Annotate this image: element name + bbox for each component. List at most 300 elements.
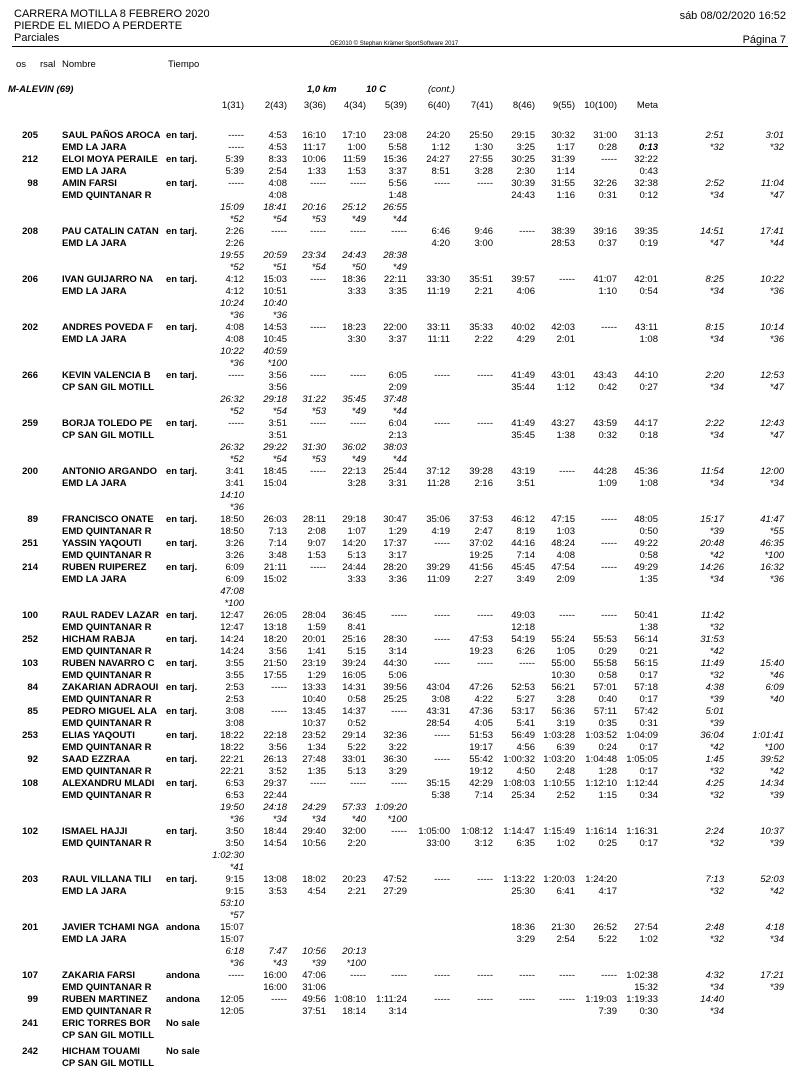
split-time: 29:22 <box>263 442 287 453</box>
split-time: 31:39 <box>551 154 575 165</box>
table-row <box>0 742 800 754</box>
split-time: 17:55 <box>263 670 287 681</box>
split-time: 27:29 <box>383 886 407 897</box>
split-time: 32:00 <box>342 826 366 837</box>
split-time: 5:56 <box>388 178 407 189</box>
bib-number: 259 <box>22 418 38 429</box>
bib-number: 252 <box>22 634 38 645</box>
result-status: en tarj. <box>166 226 198 237</box>
split-time: 11:19 <box>426 286 450 297</box>
split-time: 37:48 <box>383 394 407 405</box>
split-time: 2:27 <box>474 574 493 585</box>
split-time: 1:00:32 <box>503 754 535 765</box>
split-time: 18:44 <box>263 826 287 837</box>
behind-best-total: 39:52 <box>760 754 784 765</box>
behind-best: 11:54 <box>700 466 724 477</box>
result-status: en tarj. <box>166 610 198 621</box>
split-time: 32:36 <box>383 730 407 741</box>
split-time: 10:37 <box>302 718 326 729</box>
split-time: 5:58 <box>388 142 407 153</box>
runner-name: KEVIN VALENCIA B <box>62 370 151 381</box>
result-status: No sale <box>166 1046 200 1057</box>
split-time: ----- <box>310 178 326 189</box>
behind-best: *42 <box>709 550 724 561</box>
split-time: 6:18 <box>225 946 244 957</box>
split-time: ----- <box>477 370 493 381</box>
split-time: 7:47 <box>268 946 287 957</box>
behind-best: 2:22 <box>705 418 724 429</box>
split-time: 54:19 <box>511 634 535 645</box>
table-row <box>0 814 800 826</box>
split-time: *36 <box>229 814 244 825</box>
split-time: 22:18 <box>263 730 287 741</box>
split-time: 39:16 <box>593 226 617 237</box>
split-time: 37:51 <box>302 1006 326 1017</box>
split-time: ----- <box>228 970 244 981</box>
table-row <box>0 970 800 982</box>
split-time: 6:41 <box>556 886 575 897</box>
split-time: 3:17 <box>388 550 407 561</box>
table-row <box>0 658 800 670</box>
split-time: 7:14 <box>516 550 535 561</box>
split-time: 0:17 <box>639 766 658 777</box>
split-time: ----- <box>559 994 575 1005</box>
split-time: ----- <box>519 970 535 981</box>
split-time: 18:02 <box>302 874 326 885</box>
runner-name: ANTONIO ARGANDO <box>62 466 157 477</box>
runner-name: CP SAN GIL MOTILL <box>62 382 155 393</box>
split-time: 17:37 <box>383 538 407 549</box>
split-time: 24:44 <box>342 562 366 573</box>
split-time: 1:41 <box>307 646 326 657</box>
split-time: 18:20 <box>263 634 287 645</box>
split-time: 1:12:44 <box>626 778 658 789</box>
event-subtitle: PIERDE EL MIEDO A PERDERTE <box>14 20 183 32</box>
split-time: ----- <box>434 730 450 741</box>
split-time: 6:26 <box>516 646 535 657</box>
split-time: 0:17 <box>639 670 658 681</box>
split-time: 5:13 <box>347 766 366 777</box>
behind-best: 8:25 <box>705 274 724 285</box>
col-dorsal-header: rsal <box>40 59 56 70</box>
split-time: 1:20:03 <box>543 874 575 885</box>
split-time: 2:08 <box>307 526 326 537</box>
split-time: 13:18 <box>263 622 287 633</box>
runner-name: EMD LA JARA <box>62 286 127 297</box>
split-time: 9:15 <box>225 874 244 885</box>
split-time: *44 <box>392 454 407 465</box>
split-time: *52 <box>229 454 244 465</box>
split-time: 18:23 <box>342 322 366 333</box>
split-time: 55:58 <box>593 658 617 669</box>
split-time: 15:04 <box>263 478 287 489</box>
split-time: ----- <box>434 418 450 429</box>
table-row <box>0 766 800 778</box>
split-time: 1:35 <box>639 574 658 585</box>
split-time: 1:03:28 <box>543 730 575 741</box>
behind-best: 8:15 <box>705 322 724 333</box>
split-time: 10:51 <box>263 286 287 297</box>
behind-best-total: *32 <box>769 142 784 153</box>
table-row <box>0 802 800 814</box>
behind-best-total: 6:09 <box>765 682 784 693</box>
behind-best: 1:45 <box>705 754 724 765</box>
split-time: 1:05 <box>556 646 575 657</box>
split-time: 28:54 <box>426 718 450 729</box>
split-time: ----- <box>559 970 575 981</box>
split-time: 16:00 <box>263 970 287 981</box>
split-time: *54 <box>272 454 287 465</box>
table-row <box>0 226 800 238</box>
split-time: 3:53 <box>268 886 287 897</box>
behind-best-total: *39 <box>769 838 784 849</box>
split-time: 1:38 <box>639 622 658 633</box>
split-time: 1:08 <box>639 334 658 345</box>
split-time: 15:02 <box>263 574 287 585</box>
split-time: 0:52 <box>347 718 366 729</box>
runner-name: EMD QUINTANAR R <box>62 982 152 993</box>
split-time: 0:19 <box>639 238 658 249</box>
split-time: 11:59 <box>342 154 366 165</box>
split-time: 21:50 <box>263 658 287 669</box>
split-time: 43:31 <box>426 706 450 717</box>
split-time: ----- <box>434 874 450 885</box>
split-time: 38:03 <box>383 442 407 453</box>
split-time: 4:08 <box>268 190 287 201</box>
split-time: 3:55 <box>225 670 244 681</box>
split-time: 2:53 <box>225 694 244 705</box>
split-time: 10:56 <box>302 838 326 849</box>
split-header: 2(43) <box>264 100 287 111</box>
split-time: 3:35 <box>388 286 407 297</box>
table-row <box>0 946 800 958</box>
split-time: ----- <box>434 538 450 549</box>
split-time: 1:12 <box>431 142 450 153</box>
split-time: 31:30 <box>302 442 326 453</box>
split-time: 6:53 <box>225 778 244 789</box>
split-time: *34 <box>311 814 326 825</box>
split-time: 3:14 <box>388 1006 407 1017</box>
behind-best-total: 46:35 <box>760 538 784 549</box>
split-time: 38:39 <box>551 226 575 237</box>
split-time: 18:41 <box>263 202 287 213</box>
runner-name: EMD LA JARA <box>62 334 127 345</box>
split-time: 3:37 <box>388 166 407 177</box>
split-time: 1:14 <box>556 166 575 177</box>
split-time: 0:37 <box>598 238 617 249</box>
split-time: 3:37 <box>388 334 407 345</box>
split-time: ----- <box>477 658 493 669</box>
split-time: *51 <box>272 262 287 273</box>
split-time: 20:01 <box>302 634 326 645</box>
split-time: 0:58 <box>598 670 617 681</box>
behind-best: *34 <box>709 574 724 585</box>
split-time: 3:22 <box>388 742 407 753</box>
split-time: 28:11 <box>302 514 326 525</box>
table-row <box>0 574 800 586</box>
table-row <box>0 694 800 706</box>
split-time: ----- <box>477 874 493 885</box>
table-row <box>0 994 800 1006</box>
split-time: 47:36 <box>469 706 493 717</box>
split-time: ----- <box>391 826 407 837</box>
split-time: 41:56 <box>469 562 493 573</box>
split-time: 35:51 <box>469 274 493 285</box>
bib-number: 100 <box>22 610 38 621</box>
split-time: 1:08:12 <box>461 826 493 837</box>
split-time: 2:16 <box>474 478 493 489</box>
split-time: 25:30 <box>511 886 535 897</box>
split-time: 53:17 <box>511 706 535 717</box>
table-row <box>0 238 800 250</box>
split-time: 50:41 <box>634 610 658 621</box>
table-row <box>0 610 800 622</box>
split-time: *54 <box>272 214 287 225</box>
split-time: 9:15 <box>225 886 244 897</box>
split-time: 4:08 <box>556 550 575 561</box>
behind-best: *32 <box>709 886 724 897</box>
split-time: 19:25 <box>469 550 493 561</box>
bib-number: 108 <box>22 778 38 789</box>
split-time: 39:56 <box>383 682 407 693</box>
split-time: ----- <box>350 970 366 981</box>
runner-name: HICHAM RABJA <box>62 634 136 645</box>
split-time: 0:35 <box>598 718 617 729</box>
split-time: 1:02:38 <box>626 970 658 981</box>
table-row <box>0 898 800 910</box>
split-time: 39:24 <box>342 658 366 669</box>
split-header: Meta <box>636 100 658 111</box>
split-time: 35:33 <box>469 322 493 333</box>
split-time: 29:40 <box>302 826 326 837</box>
split-time: 3:51 <box>516 478 535 489</box>
table-row <box>0 442 800 454</box>
split-time: 52:53 <box>511 682 535 693</box>
table-row <box>0 1006 800 1018</box>
behind-best: 2:52 <box>705 178 724 189</box>
split-time: 3:26 <box>225 538 244 549</box>
behind-best-total: 1:01:41 <box>752 730 784 741</box>
split-time: 37:53 <box>469 514 493 525</box>
split-time: 23:19 <box>302 658 326 669</box>
split-time: 1:33 <box>307 166 326 177</box>
split-time: 49:29 <box>634 562 658 573</box>
continued-label: (cont.) <box>428 84 455 95</box>
split-time: 2:09 <box>388 382 407 393</box>
split-time: 14:31 <box>342 682 366 693</box>
split-time: 26:03 <box>263 514 287 525</box>
split-time: 0:29 <box>598 646 617 657</box>
split-time: 2:30 <box>516 166 535 177</box>
split-time: 55:42 <box>469 754 493 765</box>
result-status: en tarj. <box>166 370 198 381</box>
table-row <box>0 874 800 886</box>
result-status: en tarj. <box>166 562 198 573</box>
result-status: en tarj. <box>166 322 198 333</box>
split-time: 31:55 <box>551 178 575 189</box>
event-title: CARRERA MOTILLA 8 FEBRERO 2020 <box>14 8 210 20</box>
split-time: 11:09 <box>426 574 450 585</box>
behind-best-total: *39 <box>769 790 784 801</box>
behind-best: *32 <box>709 934 724 945</box>
bib-number: 89 <box>27 514 38 525</box>
split-time: ----- <box>310 418 326 429</box>
behind-best-total: 14:34 <box>760 778 784 789</box>
table-row <box>0 514 800 526</box>
split-time: 16:05 <box>342 670 366 681</box>
split-time: 3:29 <box>516 934 535 945</box>
split-time: 14:10 <box>220 490 244 501</box>
split-time: 10:06 <box>302 154 326 165</box>
split-time: 33:01 <box>342 754 366 765</box>
split-time: 2:54 <box>268 166 287 177</box>
split-time: *53 <box>311 406 326 417</box>
runner-name: AMIN FARSI <box>62 178 117 189</box>
split-time: 1:53 <box>307 550 326 561</box>
split-time: 43:59 <box>593 418 617 429</box>
split-time: 9:07 <box>307 538 326 549</box>
split-time: 45:45 <box>511 562 535 573</box>
result-status: en tarj. <box>166 274 198 285</box>
split-time: 26:52 <box>593 922 617 933</box>
split-time: 28:30 <box>383 634 407 645</box>
runner-name: EMD QUINTANAR R <box>62 694 152 705</box>
table-row <box>0 886 800 898</box>
split-time: 33:11 <box>426 322 450 333</box>
split-time: ----- <box>391 706 407 717</box>
split-time: 20:23 <box>342 874 366 885</box>
runner-name: PEDRO MIGUEL ALA <box>62 706 158 717</box>
split-time: 1:00 <box>347 142 366 153</box>
split-time: ----- <box>310 562 326 573</box>
split-time: 4:05 <box>474 718 493 729</box>
table-row <box>0 550 800 562</box>
split-time: 3:50 <box>225 826 244 837</box>
split-time: ----- <box>350 178 366 189</box>
split-time: 26:32 <box>220 394 244 405</box>
split-time: 32:26 <box>593 178 617 189</box>
split-time: 2:52 <box>556 790 575 801</box>
behind-best-total: *42 <box>769 766 784 777</box>
split-time: 27:55 <box>469 154 493 165</box>
split-time: 4:08 <box>268 178 287 189</box>
split-time: 1:05:00 <box>418 826 450 837</box>
bib-number: 212 <box>22 154 38 165</box>
bib-number: 102 <box>22 826 38 837</box>
behind-best: 20:48 <box>700 538 724 549</box>
runner-name: ZAKARIAN ADRAOUI <box>62 682 159 693</box>
behind-best: *32 <box>709 790 724 801</box>
split-time: ----- <box>310 778 326 789</box>
behind-best-total: *44 <box>769 238 784 249</box>
behind-best: *32 <box>709 766 724 777</box>
bib-number: 92 <box>27 754 38 765</box>
split-time: 3:14 <box>388 646 407 657</box>
split-time: 8:41 <box>347 622 366 633</box>
split-time: 30:39 <box>511 178 535 189</box>
bib-number: 201 <box>22 922 38 933</box>
bib-number: 99 <box>27 994 38 1005</box>
split-header: 4(34) <box>343 100 366 111</box>
split-time: 4:22 <box>474 694 493 705</box>
split-time: 47:08 <box>220 586 244 597</box>
split-header: 1(31) <box>221 100 244 111</box>
table-row <box>0 358 800 370</box>
split-time: 19:23 <box>469 646 493 657</box>
split-time: ----- <box>310 322 326 333</box>
split-time: 1:10:55 <box>543 778 575 789</box>
split-time: 3:26 <box>225 550 244 561</box>
split-time: 18:50 <box>220 526 244 537</box>
split-time: 1:29 <box>307 670 326 681</box>
split-time: 29:15 <box>511 130 535 141</box>
runner-name: ISMAEL HAJJI <box>62 826 128 837</box>
runner-name: ERIC TORRES BOR <box>62 1018 151 1029</box>
split-time: 29:18 <box>342 514 366 525</box>
split-time: 0:50 <box>639 526 658 537</box>
runner-name: EMD LA JARA <box>62 478 127 489</box>
split-time: 47:26 <box>469 682 493 693</box>
split-time: 0:54 <box>639 286 658 297</box>
split-time: 2:26 <box>225 238 244 249</box>
split-time: 57:01 <box>593 682 617 693</box>
bib-number: 266 <box>22 370 38 381</box>
split-time: ----- <box>271 226 287 237</box>
result-status: en tarj. <box>166 538 198 549</box>
behind-best: *34 <box>709 190 724 201</box>
table-row <box>0 562 800 574</box>
runner-name: EMD LA JARA <box>62 238 127 249</box>
table-row <box>0 214 800 226</box>
split-time: *36 <box>229 958 244 969</box>
split-time: ----- <box>391 970 407 981</box>
split-time: 0:32 <box>598 430 617 441</box>
behind-best: *32 <box>709 838 724 849</box>
split-time: 36:45 <box>342 610 366 621</box>
runner-name: EMD QUINTANAR R <box>62 646 152 657</box>
split-time: 44:17 <box>634 418 658 429</box>
split-time: 0:40 <box>598 694 617 705</box>
split-header: 5(39) <box>384 100 407 111</box>
split-time: 26:05 <box>263 610 287 621</box>
behind-best: 5:01 <box>705 706 724 717</box>
split-time: 0:24 <box>598 742 617 753</box>
split-time: 1:12:10 <box>585 778 617 789</box>
behind-best: 2:24 <box>705 826 724 837</box>
split-time: 0:42 <box>598 382 617 393</box>
split-time: *53 <box>311 214 326 225</box>
split-time: ----- <box>310 466 326 477</box>
split-time: 23:52 <box>302 730 326 741</box>
runner-name: ANDRES POVEDA F <box>62 322 153 333</box>
split-time: 1:30 <box>474 142 493 153</box>
split-time: 44:10 <box>634 370 658 381</box>
split-time: 18:36 <box>511 922 535 933</box>
split-time: 22:21 <box>220 766 244 777</box>
split-time: ----- <box>391 226 407 237</box>
split-time: 25:25 <box>383 694 407 705</box>
split-time: *36 <box>272 310 287 321</box>
split-time: 45:36 <box>634 466 658 477</box>
split-time: 12:05 <box>220 994 244 1005</box>
behind-best-total: *40 <box>769 694 784 705</box>
split-time: 1:05:05 <box>626 754 658 765</box>
split-time: *52 <box>229 214 244 225</box>
result-status: en tarj. <box>166 754 198 765</box>
split-time: 4:53 <box>268 142 287 153</box>
category-name: M-ALEVIN (69) <box>8 84 74 95</box>
split-time: ----- <box>477 970 493 981</box>
